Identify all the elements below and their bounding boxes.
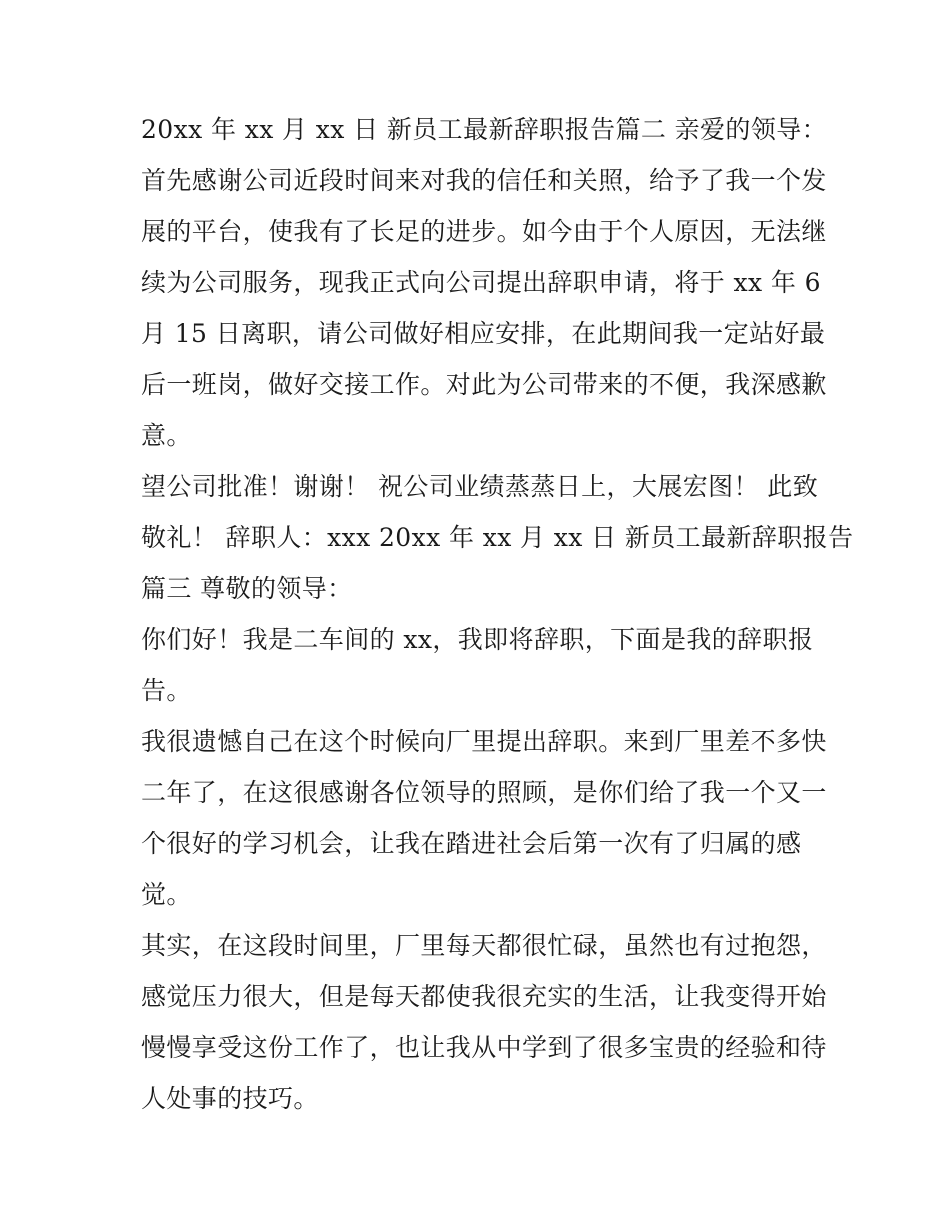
text-line: 我很遗憾自己在这个时候向厂里提出辞职。来到厂里差不多快	[141, 727, 827, 756]
text-line: 感觉压力很大，但是每天都使我很充实的生活，让我变得开始	[141, 982, 827, 1011]
text-line: 二年了，在这很感谢各位领导的照顾，是你们给了我一个又一	[141, 778, 827, 807]
text-line: 续为公司服务，现我正式向公司提出辞职申请，将于 xx 年 6	[141, 268, 821, 297]
text-line: 其实，在这段时间里，厂里每天都很忙碌，虽然也有过抱怨，	[141, 931, 827, 960]
text-line: 人处事的技巧。	[141, 1084, 319, 1113]
text-line: 望公司批准！谢谢！ 祝公司业绩蒸蒸日上，大展宏图！ 此致	[141, 472, 819, 501]
text-line: 觉。	[141, 880, 192, 909]
text-line: 20xx 年 xx 月 xx 日 新员工最新辞职报告篇二 亲爱的领导：	[141, 115, 828, 144]
text-line: 告。	[141, 676, 192, 705]
text-line: 慢慢享受这份工作了，也让我从中学到了很多宝贵的经验和待	[141, 1033, 827, 1062]
text-line: 你们好！我是二车间的 xx，我即将辞职，下面是我的辞职报	[141, 625, 814, 654]
text-line: 敬礼！ 辞职人：xxx 20xx 年 xx 月 xx 日 新员工最新辞职报告	[141, 523, 854, 552]
text-line: 展的平台，使我有了长足的进步。如今由于个人原因，无法继	[141, 217, 827, 246]
text-line: 篇三 尊敬的领导：	[141, 574, 353, 603]
text-line: 意。	[141, 421, 192, 450]
text-line: 首先感谢公司近段时间来对我的信任和关照，给予了我一个发	[141, 166, 827, 195]
text-line: 个很好的学习机会，让我在踏进社会后第一次有了归属的感	[141, 829, 802, 858]
text-line: 后一班岗，做好交接工作。对此为公司带来的不便，我深感歉	[141, 370, 827, 399]
text-line: 月 15 日离职，请公司做好相应安排，在此期间我一定站好最	[141, 319, 826, 348]
